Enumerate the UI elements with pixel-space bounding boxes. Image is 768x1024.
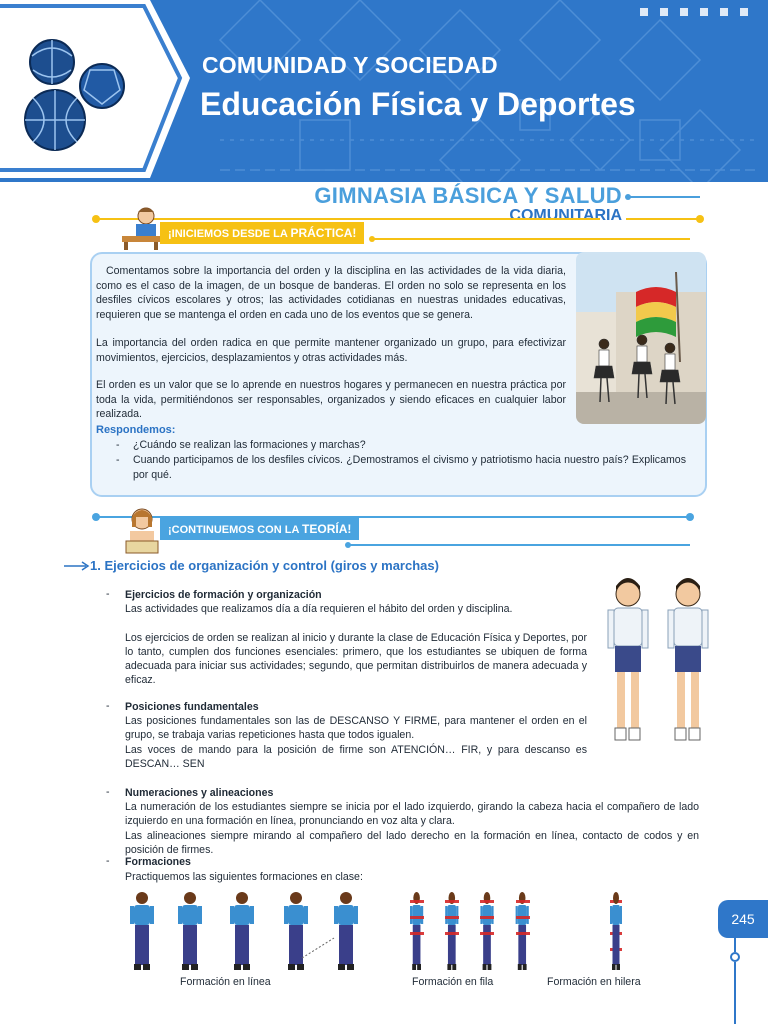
theory-tag-prefix: ¡CONTINUEMOS CON LA — [168, 524, 303, 536]
theory-tag-emph: TEORÍA! — [302, 522, 352, 536]
practice-tag-emph: PRÁCTICA! — [290, 226, 357, 240]
practice-paragraph-2: La importancia del orden radica en que permite mantener organizado un grupo, para efectivizar movimientos, ejercicios, desplazamientos y otras actividades más. — [96, 337, 566, 364]
students-firm-position — [598, 572, 718, 752]
section-title: GIMNASIA BÁSICA Y SALUD — [314, 183, 622, 208]
bullet-dash: - — [106, 700, 110, 712]
question-item — [116, 438, 686, 453]
parade-photo — [576, 252, 706, 424]
item-text: Las voces de mando para la posición de firme son ATENCIÓN… FIR, y para descanso es DESCAN… SEN — [125, 744, 587, 770]
caption-file: Formación en fila — [412, 976, 494, 988]
question-text: Cuando participamos de los desfiles cívicos. ¿Demostramos el civismo y patriotismo hacia nuestro país? Explicamos por qué. — [133, 454, 686, 481]
item-title: Ejercicios de formación y organización — [125, 589, 322, 601]
item-text: Las posiciones fundamentales son las de DESCANSO Y FIRME, para mantener el orden en el grupo, se trabaja varias repeticiones hasta que todos igualen. — [125, 715, 587, 741]
bullet-dash: - — [106, 786, 110, 798]
theory-heading: 1. Ejercicios de organización y control (giros y marchas) — [90, 558, 439, 573]
page-number-line — [728, 938, 742, 1024]
heading-arrow-icon — [62, 560, 90, 572]
banner-emblem — [0, 0, 192, 182]
theory-tag-lines — [0, 505, 768, 555]
formations-illustration — [120, 888, 640, 976]
item-text: Practiquemos las siguientes formaciones en clase: — [125, 871, 363, 883]
question-item — [116, 453, 686, 482]
practice-paragraph-1: Comentamos sobre la importancia del orden y la disciplina en las actividades de la vida diaria, como es el caso de la imagen, de un bosque de banderas. El orden no solo se representa en los desfiles cívicos escolares y otros; las actividades cotidianas en nuestras unidades educativas, requieren que se mantenga el orden en cada uno de los eventos que se genera. — [96, 265, 566, 321]
header-banner — [0, 0, 768, 182]
item-title: Posiciones fundamentales — [125, 701, 259, 713]
question-dash: - — [116, 439, 120, 451]
banner-title: Educación Física y Deportes — [200, 86, 636, 122]
practice-tag-prefix: ¡INICIEMOS DESDE LA — [168, 228, 291, 240]
item-title: Numeraciones y alineaciones — [125, 787, 274, 799]
item-text: Los ejercicios de orden se realizan al inicio y durante la clase de Educación Física y Deportes, por lo tanto, cumplen dos funciones esenciales: primero, que los estudiantes se ubiquen de forma adecuada para iniciar sus actividades; segundo, que permitan distribuirlos de manera adecuada y eficaz. — [125, 632, 587, 686]
question-text: ¿Cuándo se realizan las formaciones y marchas? — [133, 439, 366, 451]
caption-column: Formación en hilera — [547, 976, 641, 988]
page-number: 245 — [718, 900, 768, 938]
item-text: Las actividades que realizamos día a día requieren el hábito del orden y disciplina. — [125, 603, 513, 615]
theory-tag — [160, 518, 359, 540]
item-text: La numeración de los estudiantes siempre se inicia por el lado izquierdo, girando la cabeza hacia el compañero de lado izquierdo en una formación en línea, pronunciando en voz alta y clara. — [125, 801, 699, 827]
bullet-dash: - — [106, 588, 110, 600]
banner-subtitle: COMUNIDAD Y SOCIEDAD — [202, 52, 498, 78]
practice-paragraph-3: El orden es un valor que se lo aprende en nuestros hogares y permanecen en nuestra práctica por toda la vida, permitiéndonos ser responsables, organizados y siendo eficaces en cualquier labor realizada. — [96, 379, 566, 420]
bullet-dash: - — [106, 855, 110, 867]
student-reading-icon — [122, 503, 162, 557]
item-title: Formaciones — [125, 856, 191, 868]
respond-title: Respondemos: — [96, 424, 176, 436]
student-desk-icon — [114, 202, 164, 252]
practice-tag — [160, 222, 364, 244]
section-subtitle: COMUNITARIA — [509, 207, 622, 224]
item-text: Las alineaciones siempre mirando al compañero del lado derecho en la formación en línea, contacto de codos y en posición de firmes. — [125, 830, 699, 856]
question-dash: - — [116, 454, 120, 466]
caption-line: Formación en línea — [180, 976, 271, 988]
